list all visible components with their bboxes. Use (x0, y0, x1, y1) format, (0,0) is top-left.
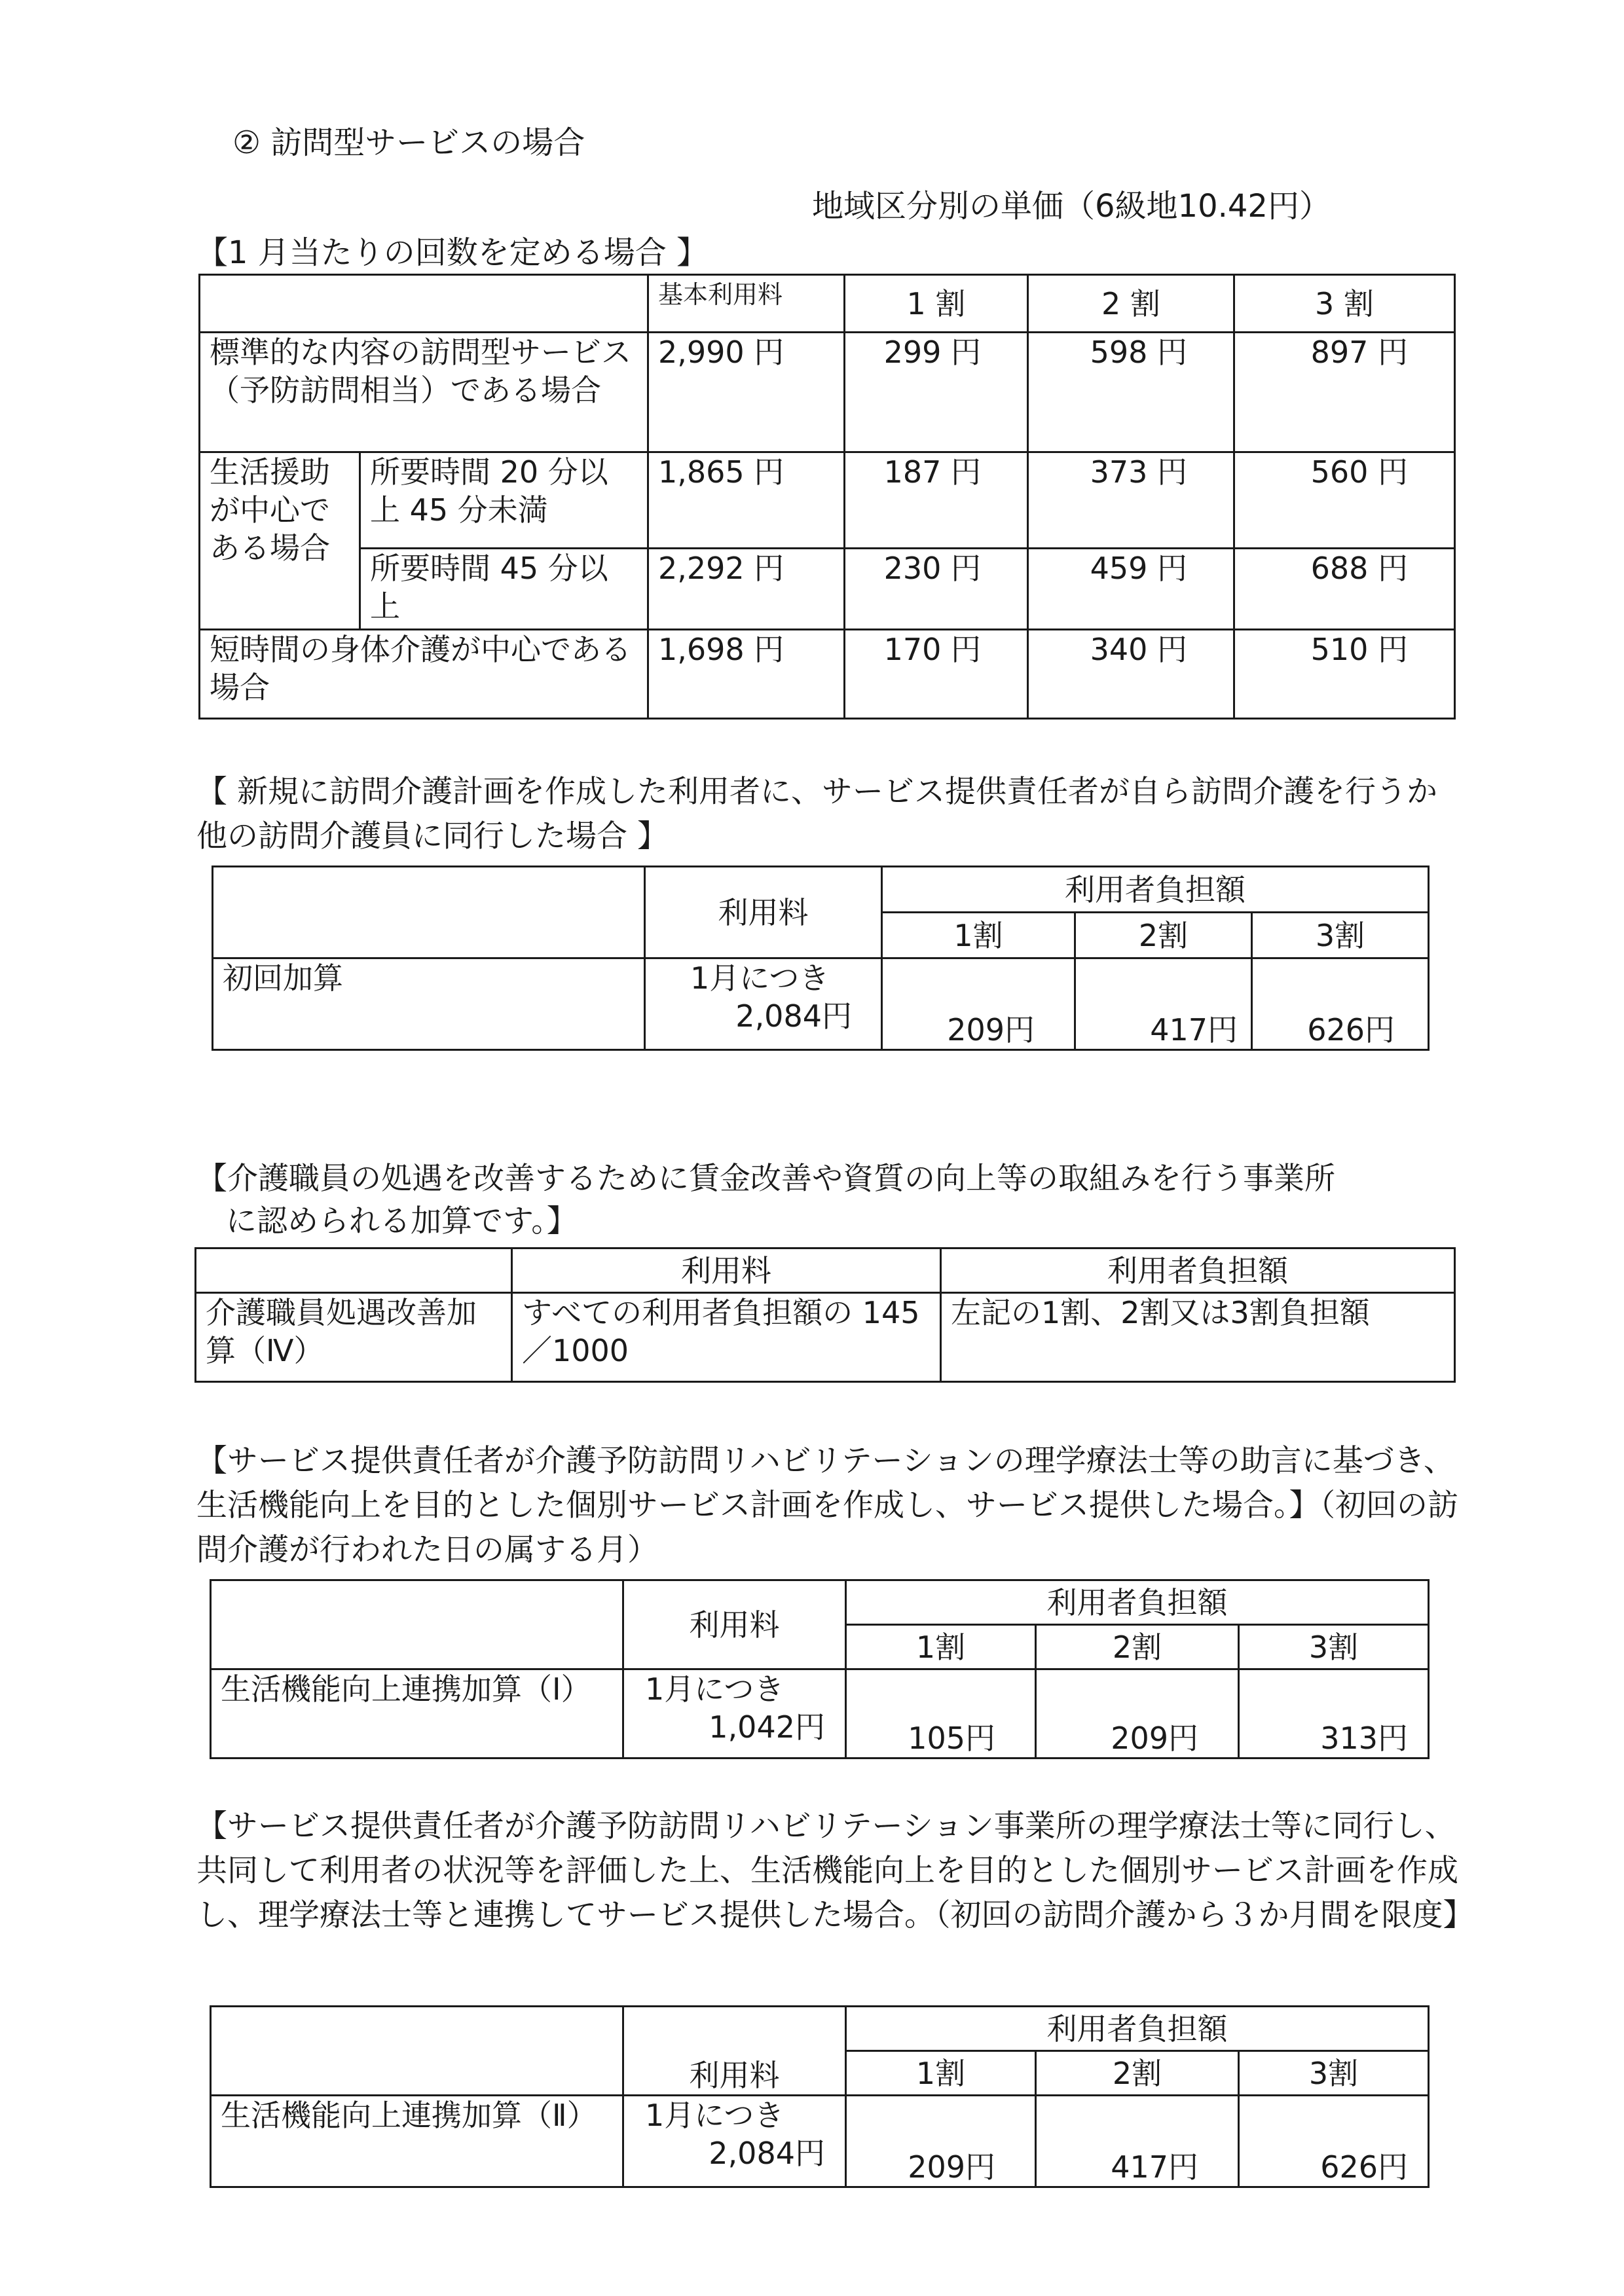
header-rate-3: 3割 (1239, 1625, 1429, 1669)
fee-line2: 2,084円 (709, 2136, 825, 2171)
section2-text: 【 新規に訪問介護計画を作成した利用者に、サービス提供責任者が自ら訪問介護を行うか他の訪問介護員に同行した場合 】 (196, 774, 1437, 854)
fee-line1: 1月につき (645, 1671, 784, 1707)
row-standard-rate2: 598 円 (1028, 333, 1234, 452)
rate1-value: 209円 (882, 958, 1075, 1050)
header-fee: 利用料 (623, 2007, 846, 2096)
row-short-rate3: 510 円 (1234, 630, 1455, 719)
header-rate-1: 1割 (846, 1625, 1036, 1669)
row-45plus-rate2: 459 円 (1028, 549, 1234, 630)
row-label: 介護職員処遇改善加算（Ⅳ） (196, 1293, 512, 1382)
rate3-value: 626円 (1252, 958, 1429, 1050)
fee-cell: すべての利用者負担額の 145／1000 (512, 1293, 941, 1382)
function-linkage-2-table (210, 2005, 1430, 2188)
row-label: 生活機能向上連携加算（Ⅰ） (211, 1669, 623, 1758)
header-basic-fee: 基本利用料 (648, 275, 845, 333)
rate2-value: 209円 (1036, 1669, 1239, 1758)
rate1-value: 209円 (846, 2096, 1036, 2187)
section-title: ② 訪問型サービスの場合 (232, 124, 585, 161)
table1-caption: 【1 月当たりの回数を定める場合 】 (196, 234, 709, 271)
group-life-support-label: 生活援助が中心である場合 (200, 452, 360, 630)
row-20-45-rate2: 373 円 (1028, 452, 1234, 549)
row-45plus-basic: 2,292 円 (648, 549, 845, 630)
row-label: 初回加算 (213, 958, 645, 1050)
rate1-value: 105円 (846, 1669, 1036, 1758)
header-burden: 利用者負担額 (846, 1580, 1429, 1625)
header-rate-3: 3割 (1239, 2051, 1429, 2096)
header-rate-2: 2割 (1036, 2051, 1239, 2096)
row-45plus-label: 所要時間 45 分以上 (360, 549, 648, 630)
section4-text: 【サービス提供責任者が介護予防訪問リハビリテーションの理学療法士等の助言に基づき、生活機能向上を目的とした個別サービス計画を作成し、サービス提供した場合。】（初回の訪問介護が行われた日の属する月） (196, 1443, 1458, 1568)
burden-cell: 左記の1割、2割又は3割負担額 (941, 1293, 1455, 1382)
fee-cell (623, 1669, 846, 1758)
header-fee: 利用料 (512, 1248, 941, 1293)
row-45plus-rate3: 688 円 (1234, 549, 1455, 630)
row-45plus-rate1: 230 円 (845, 549, 1028, 630)
section3-text-line1: 【介護職員の処遇を改善するために賃金改善や資質の向上等の取組みを行う事業所 (196, 1161, 1335, 1197)
fee-cell (623, 2096, 846, 2187)
row-20-45-label: 所要時間 20 分以上 45 分未満 (360, 452, 648, 549)
header-rate-1: 1 割 (845, 275, 1028, 333)
fee-line1: 1月につき (690, 960, 830, 996)
row-short-rate1: 170 円 (845, 630, 1028, 719)
header-burden: 利用者負担額 (941, 1248, 1455, 1293)
header-blank (200, 275, 648, 333)
rate3-value: 626円 (1239, 2096, 1429, 2187)
row-short-basic: 1,698 円 (648, 630, 845, 719)
row-20-45-rate3: 560 円 (1234, 452, 1455, 549)
header-fee: 利用料 (645, 867, 882, 958)
row-20-45-basic: 1,865 円 (648, 452, 845, 549)
header-rate-2: 2割 (1036, 1625, 1239, 1669)
rate3-value: 313円 (1239, 1669, 1429, 1758)
initial-addition-table (212, 866, 1430, 1051)
header-rate-2: 2割 (1075, 913, 1252, 958)
header-rate-1: 1割 (846, 2051, 1036, 2096)
header-blank (213, 867, 645, 958)
function-linkage-1-table (210, 1579, 1430, 1759)
row-standard-rate1: 299 円 (845, 333, 1028, 452)
row-standard-basic: 2,990 円 (648, 333, 845, 452)
fee-cell (645, 958, 882, 1050)
header-blank (211, 2007, 623, 2096)
rate2-value: 417円 (1036, 2096, 1239, 2187)
header-blank (211, 1580, 623, 1669)
rate2-value: 417円 (1075, 958, 1252, 1050)
header-fee: 利用料 (623, 1580, 846, 1669)
row-short-label: 短時間の身体介護が中心である場合 (200, 630, 648, 719)
row-label: 生活機能向上連携加算（Ⅱ） (211, 2096, 623, 2187)
header-rate-2: 2 割 (1028, 275, 1234, 333)
section3-text-line2: に認められる加算です。】 (226, 1203, 578, 1239)
header-rate-1: 1割 (882, 913, 1075, 958)
fee-line2: 2,084円 (735, 998, 852, 1034)
fee-line1: 1月につき (645, 2098, 784, 2133)
header-blank (196, 1248, 512, 1293)
row-short-rate2: 340 円 (1028, 630, 1234, 719)
header-burden: 利用者負担額 (846, 2007, 1429, 2051)
row-standard-rate3: 897 円 (1234, 333, 1455, 452)
row-standard-label: 標準的な内容の訪問型サービス（予防訪問相当）である場合 (200, 333, 648, 452)
section5-text: 【サービス提供責任者が介護予防訪問リハビリテーション事業所の理学療法士等に同行し、共同して利用者の状況等を評価した上、生活機能向上を目的とした個別サービス計画を作成し、理学療法士等と連携してサービス提供した場合。（初回の訪問介護から３か月間を限度】 (196, 1808, 1474, 1933)
row-20-45-rate1: 187 円 (845, 452, 1028, 549)
fee-line2: 1,042円 (709, 1709, 825, 1745)
header-rate-3: 3割 (1252, 913, 1429, 958)
staff-treatment-table (194, 1247, 1456, 1383)
header-rate-3: 3 割 (1234, 275, 1455, 333)
fee-table-monthly (198, 274, 1456, 720)
unit-price-note: 地域区分別の単価（6級地10.42円） (812, 188, 1331, 225)
header-burden: 利用者負担額 (882, 867, 1429, 913)
